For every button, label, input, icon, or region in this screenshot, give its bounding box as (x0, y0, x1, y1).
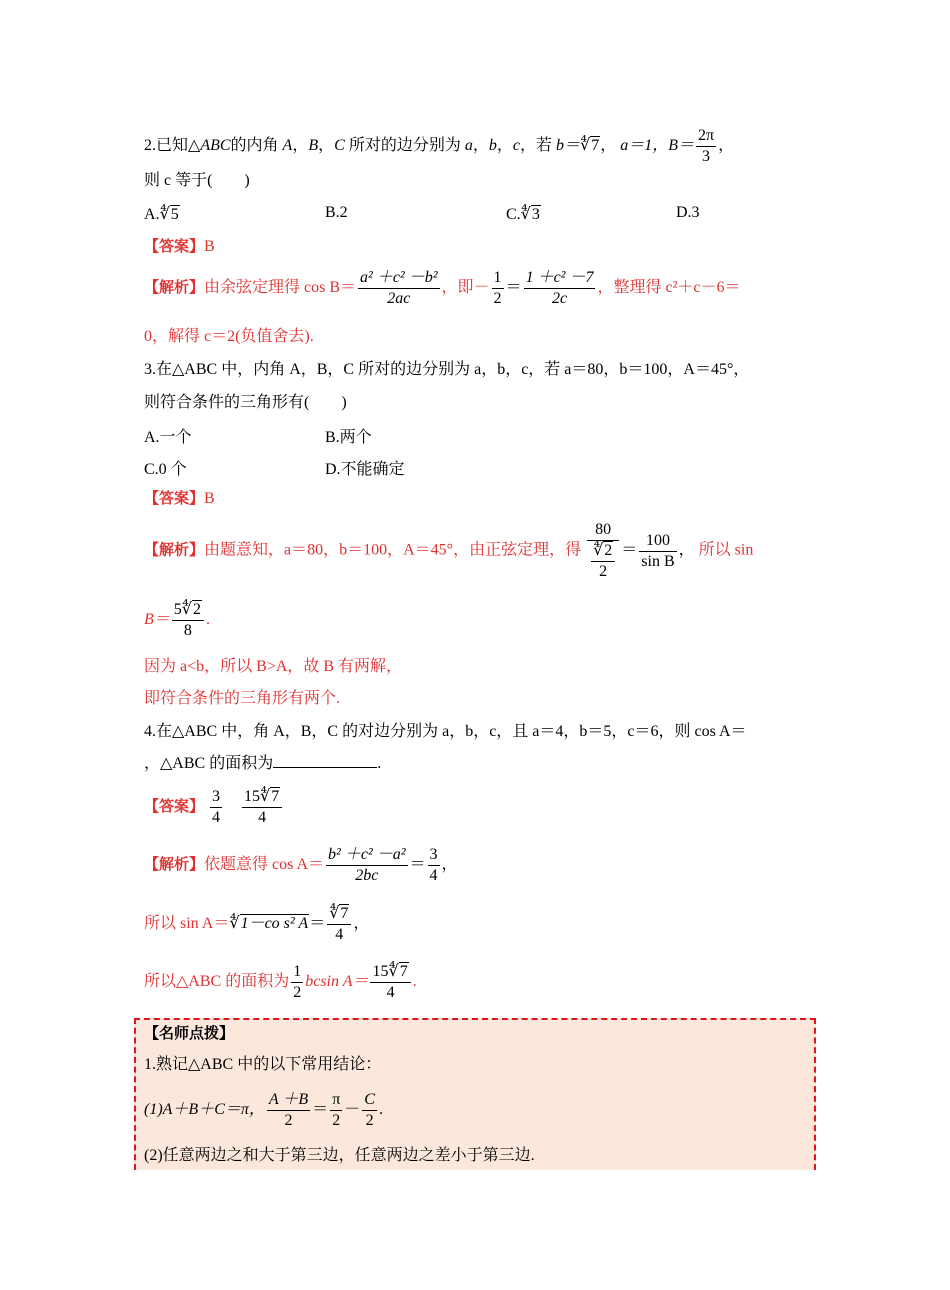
q4-exp-frac1-num: b² ＋c² －a² (328, 846, 406, 863)
tips-title: 【名师点拨】 (144, 1024, 235, 1042)
q4-answer-tag: 【答案】 (144, 797, 205, 816)
tips-frac-c-den: 2 (362, 1110, 377, 1131)
q4-ans-frac1-den: 4 (212, 809, 221, 826)
tips-l2-a: (1)A＋B＋C＝π， (144, 1101, 265, 1119)
q4-ans-frac2 (242, 787, 282, 828)
q2-answer-tag: 【答案】 (144, 237, 205, 255)
q4-exp2-b: ， (353, 915, 370, 933)
q4-ans-frac2-coef: 15 (244, 788, 261, 805)
q2-opt-c-val: 3 (531, 206, 540, 223)
q4-explain-tag: 【解析】 (144, 855, 205, 874)
q4-exp3-half-num: 1 (293, 963, 302, 980)
tips-frac-c (362, 1090, 377, 1131)
tips-l2-eq: ＝ (312, 1101, 329, 1119)
q2-stem-pre: 2.已知△ (144, 137, 201, 155)
q3-frac-100 (639, 531, 676, 572)
q4-ans-frac1-num: 3 (212, 788, 221, 805)
q4-exp2-frac-den: 4 (327, 924, 351, 945)
q4-stem-1: 4.在△ABC 中，角 A，B，C 的对边分别为 a，b，c，且 a＝4，b＝5，c＝6，则 cos A＝ (144, 723, 747, 740)
tips-frac-ab-num: A ＋B (268, 1091, 309, 1108)
q4-stem2-b: . (377, 755, 382, 772)
q4-exp2-frac (327, 904, 351, 945)
tips-line-1: 1.熟记△ABC 中的以下常用结论： (144, 1056, 382, 1073)
q4-exp2-a: 所以 sin A＝ (144, 915, 230, 933)
q2-explain-tag: 【解析】 (144, 278, 205, 297)
q2-opt-b: B.2 (325, 204, 348, 221)
q3-exp1-b: 所以 sin (698, 541, 754, 559)
q2-opt-a-val: 5 (170, 206, 179, 223)
q2-ruo: ，若 (519, 137, 552, 155)
q4-exp3-half (291, 962, 303, 1003)
q3-frac-sinB-rad: 2 (192, 601, 201, 618)
q3-frac-100-den: sin B (641, 552, 675, 570)
q2-opt-d: D.3 (676, 204, 700, 221)
q4-answer-blank (273, 753, 377, 768)
q4-stem2-a: ，△ABC 的面积为 (144, 755, 274, 772)
q2-exp-frac1-den: 2ac (358, 288, 440, 309)
q2-exp1-b: ，即－ (441, 279, 490, 297)
tips-frac-ab-den: 2 (267, 1110, 310, 1131)
q3-frac-80 (587, 520, 619, 582)
q3-frac-sinB (172, 600, 204, 641)
q3-explain-tag: 【解析】 (144, 540, 205, 559)
q2-exp-half-num: 1 (493, 269, 502, 286)
q3-frac-sqrt2-val: 2 (604, 542, 613, 559)
q3-frac-sqrt2-den: 2 (591, 561, 615, 582)
q4-exp3-frac-rad: 7 (399, 963, 408, 980)
q3-eq: ＝ (621, 541, 638, 559)
tips-frac-ab (267, 1090, 310, 1131)
tips-l2-minus: － (344, 1101, 361, 1119)
q4-exp2-frac-num: ∜7 (329, 905, 349, 922)
q4-exp-frac1-den: 2bc (326, 865, 408, 886)
q4-stem-2 (144, 753, 381, 775)
q2-B-frac (696, 126, 716, 167)
q4-exp2-eq: ＝ (309, 915, 326, 933)
q3-opt-c: C.0 个 (144, 461, 187, 478)
tips-line-2 (144, 1090, 383, 1131)
q4-exp2-frac-rad: 7 (340, 905, 349, 922)
q2-exp1-c: ，整理得 c²＋c－6＝ (597, 279, 741, 297)
q3-frac-sqrt2: ∜2 (593, 542, 613, 559)
q2-exp-frac2-num: 1 ＋c² －7 (525, 269, 594, 286)
q2-exp-frac1-num: a² ＋c² －b² (360, 269, 438, 286)
q4-answer (144, 787, 284, 828)
q2-b-eq: b＝ (555, 137, 580, 155)
q2-B-eq: B＝ (668, 137, 695, 155)
q2-answer-value: B (204, 238, 215, 255)
q4-exp2-sqrt: ∜1－co s² A (229, 915, 309, 933)
q4-exp1-a: 依题意得 cos A＝ (204, 856, 325, 874)
tips-frac-c-num: C (364, 1091, 375, 1108)
q3-frac-80-den (587, 540, 619, 582)
q3-stem-2: 则符合条件的三角形有( ) (144, 394, 347, 411)
q2-exp1-eq: ＝ (505, 279, 522, 297)
q3-opt-a: A.一个 (144, 429, 192, 446)
q2-b-val: 7 (591, 137, 600, 155)
q2-b: b (488, 137, 497, 155)
q4-exp-frac2-num: 3 (429, 846, 438, 863)
q2-opt-a: A.∜5 (144, 206, 179, 223)
q4-ans-frac2-rad: 7 (271, 788, 280, 805)
q2-B-num: 2π (698, 127, 715, 144)
q4-exp3-frac (370, 962, 410, 1003)
q3-exp2-a: B＝ (144, 611, 170, 629)
q2-B-den: 3 (696, 146, 716, 167)
q3-frac-sinB-num: 5∜2 (173, 601, 201, 618)
q4-exp3-b: bcsin A＝ (305, 973, 369, 991)
q2-exp-half-den: 2 (493, 290, 502, 307)
q4-exp1-eq: ＝ (409, 856, 426, 874)
q2-b-sqrt: ∜7 (580, 137, 600, 155)
q2-stem: 2.已知△ABC的内角 A，B，C 所对的边分别为 a，b，c，若 b＝∜7， a＝1，B＝ $\frac{2\pi}{3}$ ， (144, 127, 735, 165)
q4-exp3-half-den: 2 (293, 984, 302, 1001)
q2-opt-c: C.∜3 (506, 206, 540, 223)
q2-stem-mid: 的内角 (230, 137, 279, 155)
q2-B: B (308, 137, 319, 155)
q4-ans-frac1 (210, 787, 222, 828)
q2-c: c (512, 137, 520, 155)
q2-a-eq: a＝1， (620, 137, 669, 155)
q4-exp2-rad: 1－co s² A (240, 915, 309, 933)
q4-exp3-a: 所以△ABC 的面积为 (144, 973, 290, 991)
q2-stem-mid2: 所对的边分别为 (348, 137, 461, 155)
q2-opt-c-pre: C. (506, 206, 521, 223)
tips-frac-pi-den: 2 (330, 1110, 342, 1131)
q4-exp3-frac-den: 4 (370, 982, 410, 1003)
q3-explain-4: 即符合条件的三角形有两个. (144, 690, 341, 707)
q3-explain-3: 因为 a<b，所以 B>A，故 B 有两解， (144, 658, 403, 675)
q2-a: a (464, 137, 473, 155)
q3-frac-sinB-coef: 5 (173, 601, 182, 618)
q4-exp3-frac-coef: 15 (372, 963, 389, 980)
q2-exp-frac2 (524, 268, 596, 309)
q2-exp1-a: 由余弦定理得 cos B＝ (204, 279, 357, 297)
q3-comma: ， (678, 541, 695, 559)
q3-opt-d: D.不能确定 (325, 461, 405, 478)
q2-tri: ABC (200, 137, 231, 155)
q3-exp2-b: . (205, 611, 210, 629)
q3-opt-b: B.两个 (325, 429, 372, 446)
q4-ans-frac2-den: 4 (242, 807, 282, 828)
q2-opt-a-pre: A. (144, 206, 160, 223)
q4-explain-2 (144, 904, 369, 945)
q3-frac-sqrt2-over-2 (591, 541, 615, 582)
q2-exp-frac1 (358, 268, 440, 309)
q2-answer (144, 235, 215, 258)
q3-explain-2 (144, 600, 210, 641)
q3-frac-100-num: 100 (645, 531, 670, 549)
q4-exp3-c: . (412, 973, 417, 991)
q3-frac-80-num: 80 (595, 521, 612, 538)
q2-explain-1 (144, 268, 740, 309)
tips-l2-dot: . (378, 1101, 383, 1119)
q4-exp-frac2 (428, 845, 440, 886)
q4-explain-3 (144, 962, 417, 1003)
q4-exp-frac2-den: 4 (429, 867, 438, 884)
q3-exp1-a: 由题意知，a＝80，b＝100，A＝45°，由正弦定理，得 (204, 541, 582, 559)
q2-A: A (282, 137, 293, 155)
q4-exp-frac1 (326, 845, 408, 886)
q4-exp1-b: ， (441, 856, 458, 874)
q3-answer-value: B (204, 490, 215, 507)
q2-C: C (334, 137, 345, 155)
q3-explain-1 (144, 520, 753, 582)
q4-exp3-frac-num: 15∜7 (372, 963, 408, 980)
tips-line-3: (2)任意两边之和大于第三边，任意两边之差小于第三边. (144, 1147, 535, 1164)
q4-ans-frac2-num: 15∜7 (244, 788, 280, 805)
q3-frac-sinB-den: 8 (172, 620, 204, 641)
q2-line2: 则 c 等于( ) (144, 172, 250, 189)
q2-exp-half (492, 268, 504, 309)
tips-frac-pi-num: π (332, 1091, 341, 1108)
q2-explain-2: 0，解得 c＝2(负值舍去). (144, 328, 314, 345)
q3-stem-1: 3.在△ABC 中，内角 A，B，C 所对的边分别为 a，b，c，若 a＝80，b＝100，A＝45°， (144, 361, 750, 378)
q4-explain-1 (144, 845, 458, 886)
q3-answer (144, 487, 215, 510)
tips-frac-pi (330, 1090, 342, 1131)
q3-answer-tag: 【答案】 (144, 489, 205, 507)
q2-exp-frac2-den: 2c (524, 288, 596, 309)
